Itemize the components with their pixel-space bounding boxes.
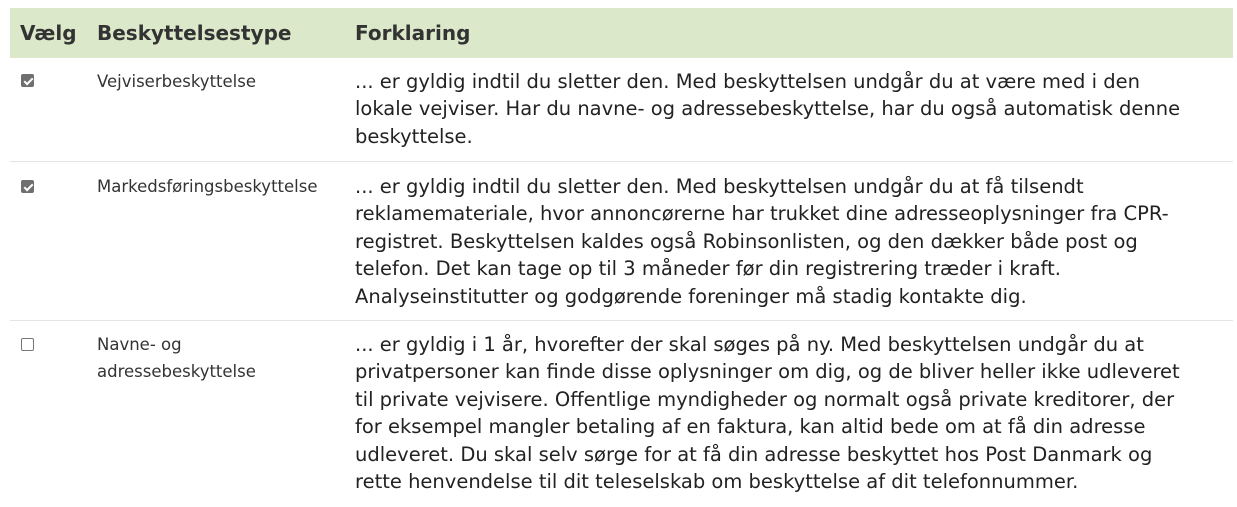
table-row-navne-adresse — [10, 321, 1233, 507]
header-select: Vælg — [20, 21, 77, 45]
header-explanation: Forklaring — [355, 21, 471, 45]
table-row-vejviser — [10, 58, 1233, 162]
protection-explanation: ... er gyldig i 1 år, hvorefter der skal søges på ny. Med beskyttelsen undgår du at privatpersoner kan finde disse oplysninger om dig, og de bliver heller ikke udleveret til private vejvisere. Offentlige myndigheder og normalt også private kreditorer, der for eksempel mangler betaling af en faktura, kan altid bede om at få din adresse udleveret. Du skal selv sørge for at få din adresse beskyttet hos Post Danmark og rette henvendelse til dit teleselskab om beskyttelse af dit telefonnummer. — [355, 333, 1180, 494]
protection-explanation: ... er gyldig indtil du sletter den. Med beskyttelsen undgår du at være med i den lokale vejviser. Har du navne- og adressebeskyttelse, har du også automatisk denne beskyttelse. — [355, 70, 1181, 148]
table-row-markedsforing — [10, 162, 1233, 321]
protection-type-label: Markedsføringsbeskyttelse — [97, 177, 318, 196]
table-header — [10, 8, 1233, 58]
protection-type-label: Vejviserbeskyttelse — [97, 72, 256, 91]
protection-type-label: Navne- og adressebeskyttelse — [97, 335, 256, 381]
markedsforing-checkbox[interactable] — [21, 180, 34, 193]
protection-table — [10, 8, 1233, 507]
header-protection-type: Beskyttelsestype — [97, 21, 292, 45]
protection-explanation: ... er gyldig indtil du sletter den. Med beskyttelsen undgår du at få tilsendt reklamemateriale, hvor annoncørerne har trukket dine adresseoplysninger fra CPR- registret. Beskyttelsen kaldes også Robinsonlisten, og den dækker både post og telefon. Det kan tage op til 3 måneder før din registrering træder i kraft. Analyseinstitutter og godgørende foreninger må stadig kontakte dig. — [355, 175, 1169, 308]
navne-adresse-checkbox[interactable] — [21, 338, 34, 351]
vejviser-checkbox[interactable] — [21, 74, 34, 87]
